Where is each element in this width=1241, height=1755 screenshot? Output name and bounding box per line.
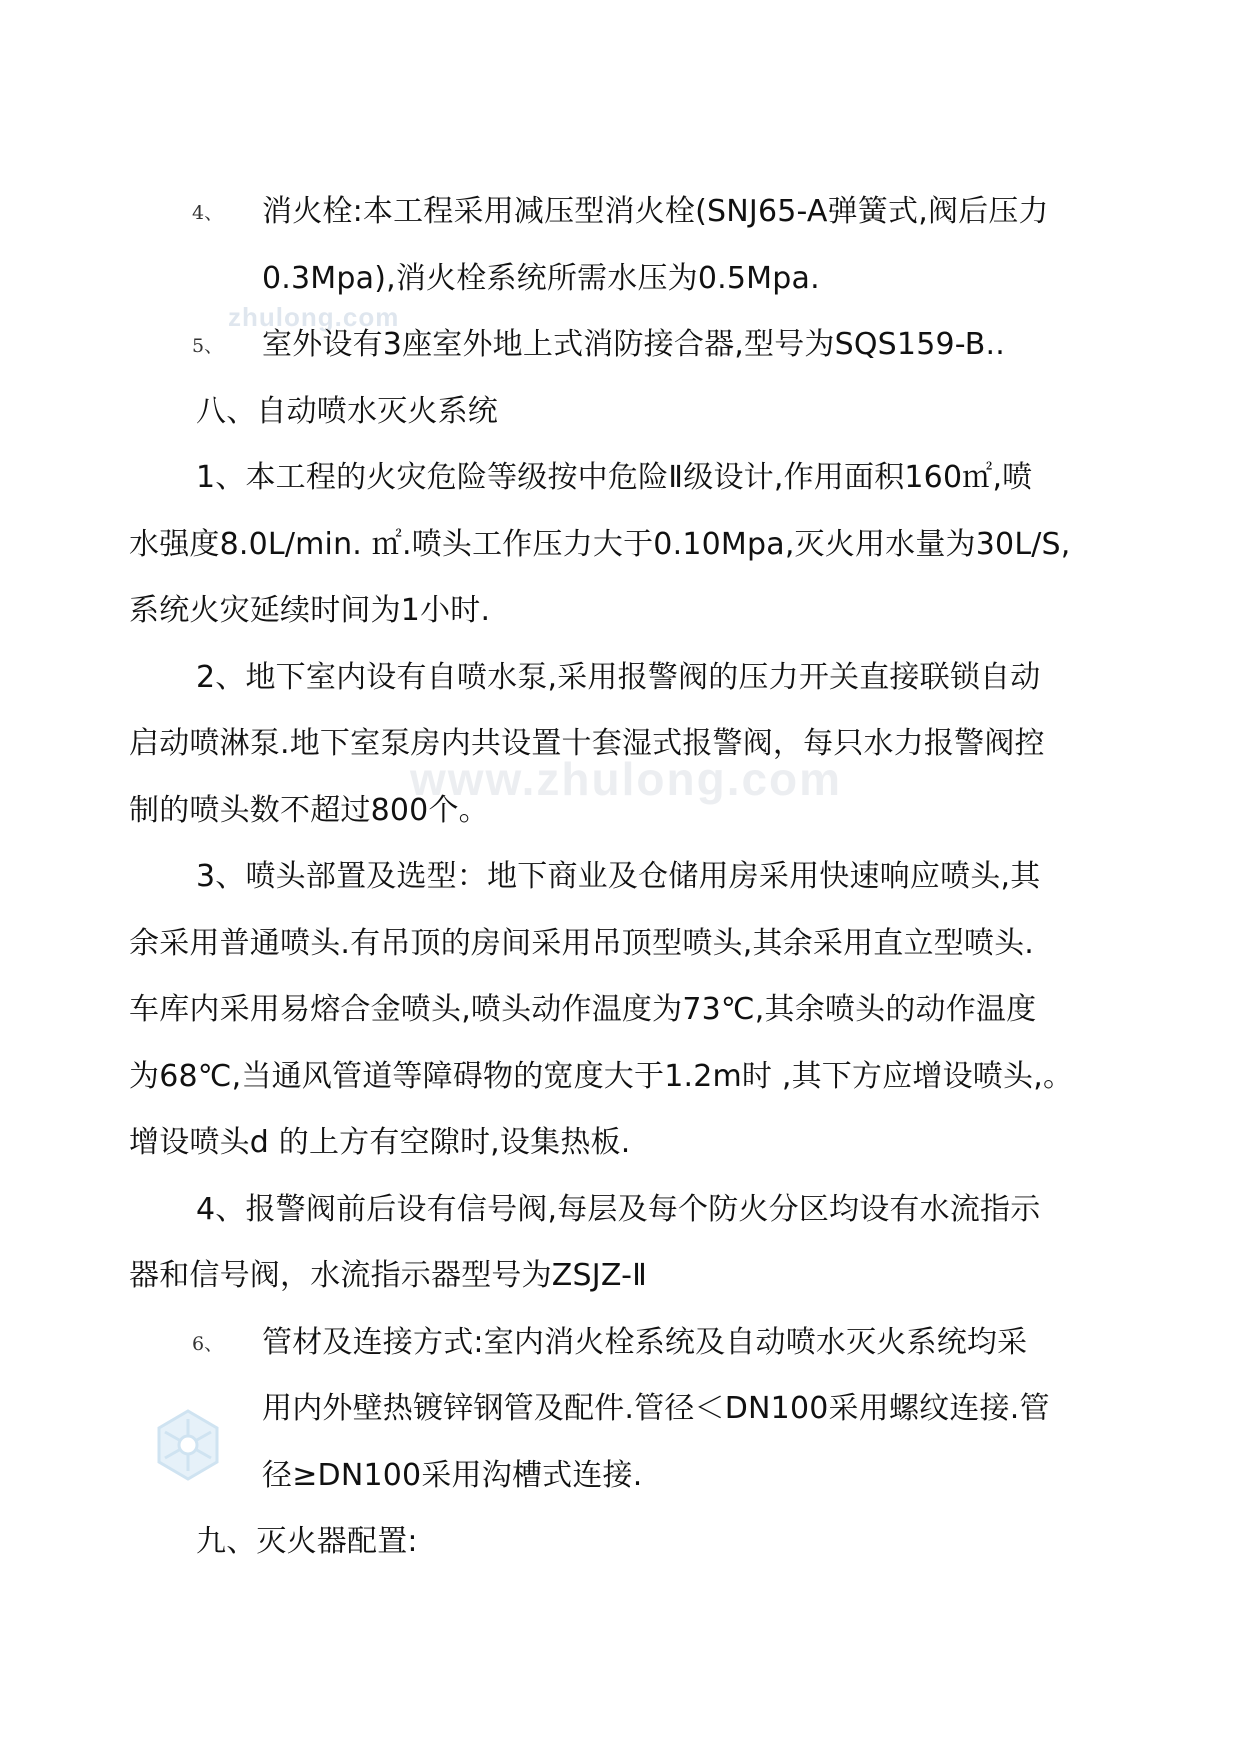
p1-line2: 水强度8.0L/min. ㎡.喷头工作压力大于0.10Mpa,灭火用水量为30L/S, <box>129 527 1071 562</box>
section-heading-9: 九、灭火器配置: <box>196 1524 418 1559</box>
p2-line3: 制的喷头数不超过800个。 <box>129 793 489 828</box>
item4-line1: 消火栓:本工程采用减压型消火栓(SNJ65-A弹簧式,阀后压力 <box>262 194 1049 229</box>
p3-line5: 增设喷头d 的上方有空隙时,设集热板. <box>129 1125 631 1160</box>
p3-line3: 车库内采用易熔合金喷头,喷头动作温度为73℃,其余喷头的动作温度 <box>129 992 1037 1027</box>
p3-line2: 余采用普通喷头.有吊顶的房间采用吊顶型喷头,其余采用直立型喷头. <box>129 926 1035 961</box>
item6-line2: 用内外壁热镀锌钢管及配件.管径＜DN100采用螺纹连接.管 <box>262 1391 1050 1426</box>
p1-line3: 系统火灾延续时间为1小时. <box>129 593 491 628</box>
item5-line1: 室外设有3座室外地上式消防接合器,型号为SQS159-B.. <box>262 327 1005 362</box>
snowflake-logo-icon <box>148 1405 228 1485</box>
list-number-5: 5、 <box>192 335 224 357</box>
section-heading-8: 八、自动喷水灭火系统 <box>196 394 498 429</box>
p4-line1: 4、报警阀前后设有信号阀,每层及每个防火分区均设有水流指示 <box>196 1192 1041 1227</box>
p4-line2: 器和信号阀，水流指示器型号为ZSJZ-Ⅱ <box>129 1258 648 1293</box>
item6-line3: 径≥DN100采用沟槽式连接. <box>262 1458 643 1493</box>
p2-line2: 启动喷淋泵.地下室泵房内共设置十套湿式报警阀，每只水力报警阀控 <box>129 726 1045 761</box>
list-number-6: 6、 <box>192 1333 224 1355</box>
p3-line1: 3、喷头部置及选型：地下商业及仓储用房采用快速响应喷头,其 <box>196 859 1041 894</box>
watermark-top: zhulong.com <box>228 302 400 332</box>
p1-line1: 1、本工程的火灾危险等级按中危险Ⅱ级设计,作用面积160㎡,喷 <box>196 460 1033 495</box>
item6-line1: 管材及连接方式:室内消火栓系统及自动喷水灭火系统均采 <box>262 1325 1028 1360</box>
p2-line1: 2、地下室内设有自喷水泵,采用报警阀的压力开关直接联锁自动 <box>196 660 1041 695</box>
p3-line4: 为68℃,当通风管道等障碍物的宽度大于1.2m时 ,其下方应增设喷头,。 <box>129 1059 1074 1094</box>
list-number-4: 4、 <box>192 202 224 224</box>
watermark-middle: www.zhulong.com <box>410 753 843 805</box>
item4-line2: 0.3Mpa),消火栓系统所需水压为0.5Mpa. <box>262 261 820 296</box>
